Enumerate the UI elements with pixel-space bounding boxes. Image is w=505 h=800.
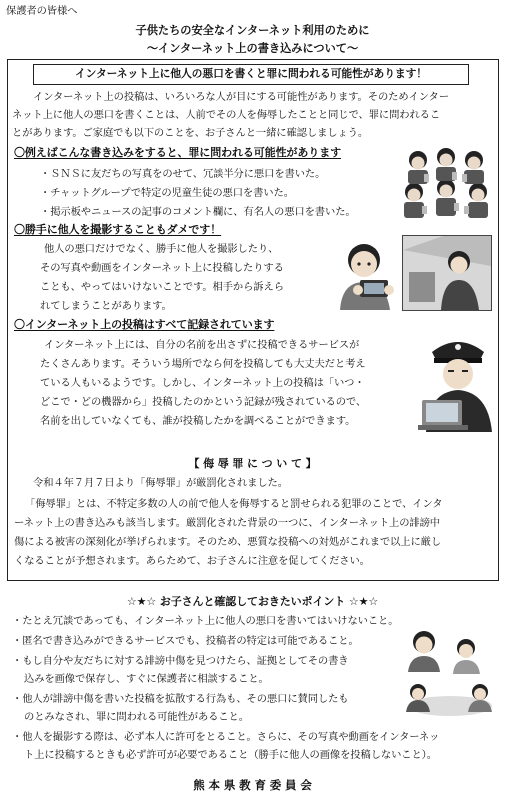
point-item-cont: 込みを画像で保存し、すぐに保護者に相談すること。 — [24, 673, 269, 685]
point-item: ・もし自分や友だちに対する誹謗中傷を見つけたら、証拠としてその書き — [12, 655, 349, 667]
point-item: ・匿名で書き込みができるサービスでも、投稿者の特定は可能であること。 — [12, 635, 359, 647]
intro-line-2: ネット上に他人の悪口を書くことは、人前でその人を侮辱したことと同じで、罪に問われるこ — [12, 109, 441, 121]
insult-line: くなることが予想されます。あらためて、お子さんに注意を促してください。 — [14, 555, 370, 567]
section3-line: ている人もいるようです。しかし、インターネット上の投稿は「いつ・ — [40, 377, 365, 389]
kids-with-phones-illustration — [400, 148, 492, 220]
insult-line: ーネット上の書き込みも該当します。厳罰化された背景の一つに、インターネット上の誹謗中 — [14, 517, 441, 529]
section1-bullet: ・ＳＮＳに友だちの写真をのせて、冗談半分に悪口を書いた。 — [40, 168, 326, 180]
family-talk-illustration — [398, 628, 500, 724]
insult-heading: 【 侮 辱 罪 に つ い て 】 — [188, 457, 317, 470]
section1-bullet: ・掲示板やニュースの記事のコメント欄に、有名人の悪口を書いた。 — [40, 206, 356, 218]
section2-line: 他人の悪口だけでなく、勝手に他人を撮影したり、 — [44, 243, 279, 255]
point-item: ・たとえ冗談であっても、インターネット上に他人の悪口を書いてはいけないこと。 — [12, 615, 399, 627]
section3-line: どこで・どの機器から」投稿したのかという記録が残されているので、 — [40, 396, 367, 408]
box-heading: インターネット上に他人の悪口を書くと罪に問われる可能性があります！ — [33, 64, 469, 85]
addressee: 保護者の皆様へ — [6, 5, 78, 17]
point-item: ・他人を撮影する際は、必ず本人に許可をとること。さらに、その写真や動画をインターネッ — [12, 731, 440, 743]
footer-issuer: 熊 本 県 教 育 委 員 会 — [193, 778, 312, 792]
section1-heading: 〇例えばこんな書き込みをすると、罪に問われる可能性があります — [14, 146, 341, 159]
section1-bullet: ・チャットグループで特定の児童生徒の悪口を書いた。 — [40, 187, 294, 199]
points-heading: ☆★☆ お子さんと確認しておきたいポイント ☆★☆ — [126, 595, 379, 608]
section2-heading: 〇勝手に他人を撮影することもダメです！ — [14, 223, 222, 236]
section2-line: その写真や動画をインターネット上に投稿したりする — [40, 262, 284, 274]
boy-taking-photo-illustration — [334, 240, 396, 310]
point-item-cont: のとみなされ、罪に問われる可能性があること。 — [24, 711, 249, 723]
section3-heading: 〇インターネット上の投稿はすべて記録されています — [14, 318, 275, 331]
intro-line-3: とがあります。ご家庭でも以下のことを、お子さんと一緒に確認しましょう。 — [12, 127, 369, 139]
police-officer-illustration — [418, 334, 498, 432]
section2-line: ことも、やってはいけないことです。相手から訴えら — [40, 281, 284, 293]
photo-frame-illustration — [402, 235, 492, 311]
insult-line: 傷による被害の深刻化が挙げられます。そのため、悪質な投稿への対処がこれまで以上に厳し — [14, 536, 442, 548]
title-line-1: 子供たちの安全なインターネット利用のために — [135, 24, 370, 37]
section3-line: インターネット上には、自分の名前を出さずに投稿できるサービスが — [44, 339, 360, 351]
point-item-cont: ト上に投稿するときも必ず許可が必要であること（勝手に他人の画像を投稿しないこと）。 — [24, 749, 437, 761]
insult-date-line: 令和４年７月７日より「侮辱罪」が厳罰化されました。 — [33, 477, 288, 489]
section3-line: たくさんあります。そういう場所でなら何を投稿しても大丈夫だと考え — [40, 358, 366, 370]
title-line-2: ～インターネット上の書き込みについて～ — [146, 42, 359, 55]
intro-line-1: インターネット上の投稿は、いろいろな人が目にする可能性があります。そのためインター — [33, 91, 449, 103]
section3-line: 名前を出していなくても、誰が投稿したかを調べることができます。 — [40, 415, 356, 427]
point-item: ・他人が誹謗中傷を書いた投稿を拡散する行為も、その悪口に賛同したも — [12, 693, 349, 705]
section2-line: れてしまうことがあります。 — [40, 300, 172, 312]
insult-line: 「侮辱罪」とは、不特定多数の人の前で他人を侮辱すると罰せられる犯罪のことで、インタ — [25, 498, 443, 510]
